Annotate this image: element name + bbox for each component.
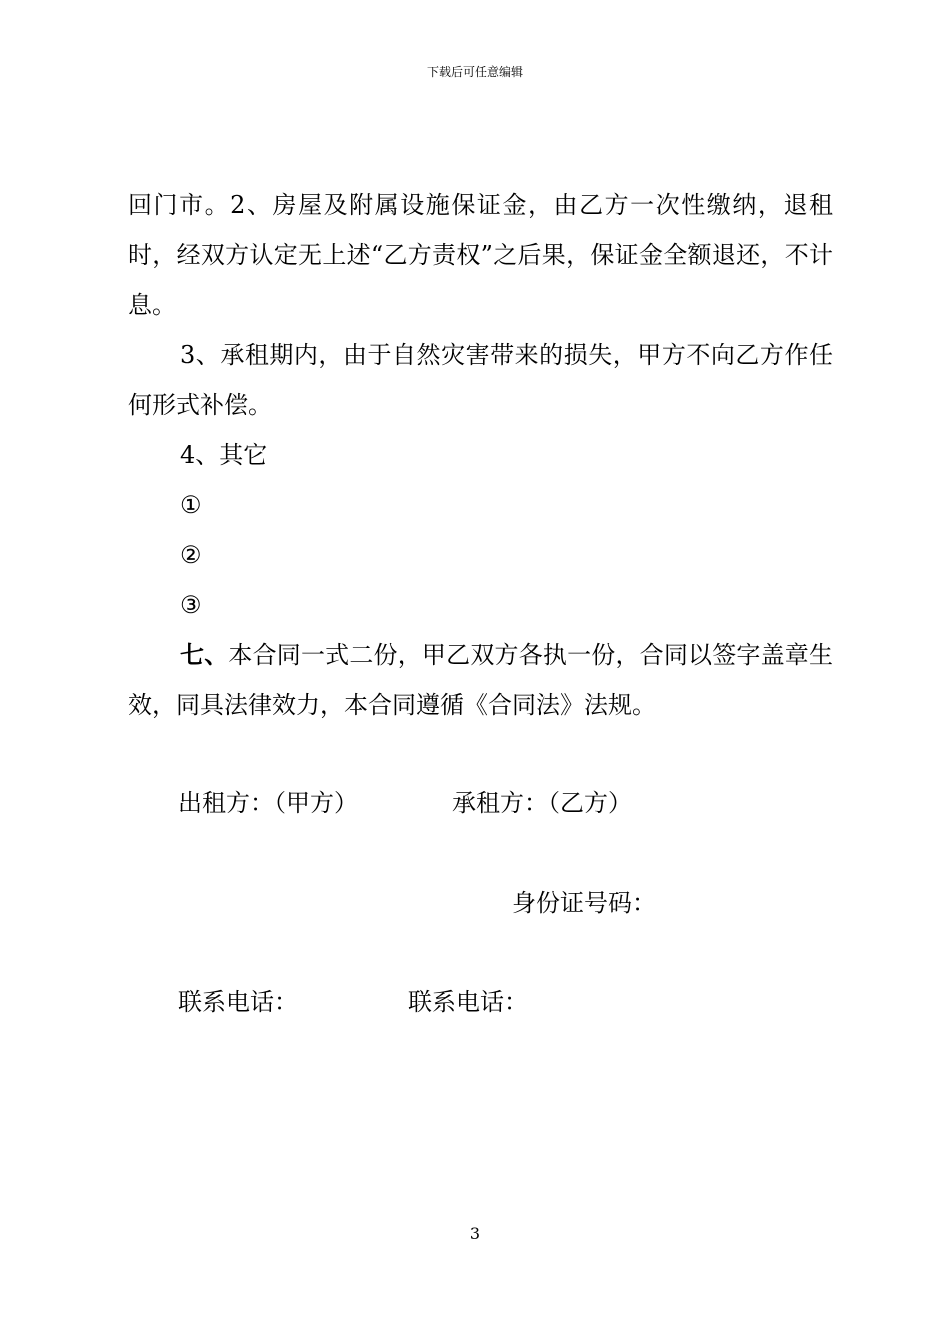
paragraph-deposit-continuation: 回门市。2、房屋及附属设施保证金，由乙方一次性缴纳，退租时，经双方认定无上述“乙方责权”之后果，保证金全额退还，不计息。 (128, 191, 833, 319)
section-7-number: 七、 (180, 640, 229, 669)
paragraph-section-7 (128, 630, 833, 730)
paragraph-clause-4: 4、其它 (180, 441, 268, 469)
lessor-label: 出租方：（甲方） (178, 789, 358, 817)
list-item-2: ② (180, 541, 202, 569)
paragraph-clause-3: 3、承租期内，由于自然灾害带来的损失，甲方不向乙方作任何形式补偿。 (128, 341, 833, 419)
lessee-phone-label: 联系电话： (408, 988, 528, 1016)
list-item-3: ③ (180, 591, 202, 619)
section-7-text: 本合同一式二份，甲乙双方各执一份，合同以签字盖章生效，同具法律效力，本合同遵循《合同法》法规。 (128, 641, 834, 719)
page-header: 下载后可任意编辑 (426, 65, 523, 79)
page-number: 3 (469, 1224, 481, 1243)
lessee-label: 承租方：（乙方） (452, 789, 632, 817)
lessor-phone-label: 联系电话： (178, 988, 298, 1016)
id-number-label: 身份证号码： (512, 889, 656, 917)
list-item-1: ① (180, 491, 202, 519)
